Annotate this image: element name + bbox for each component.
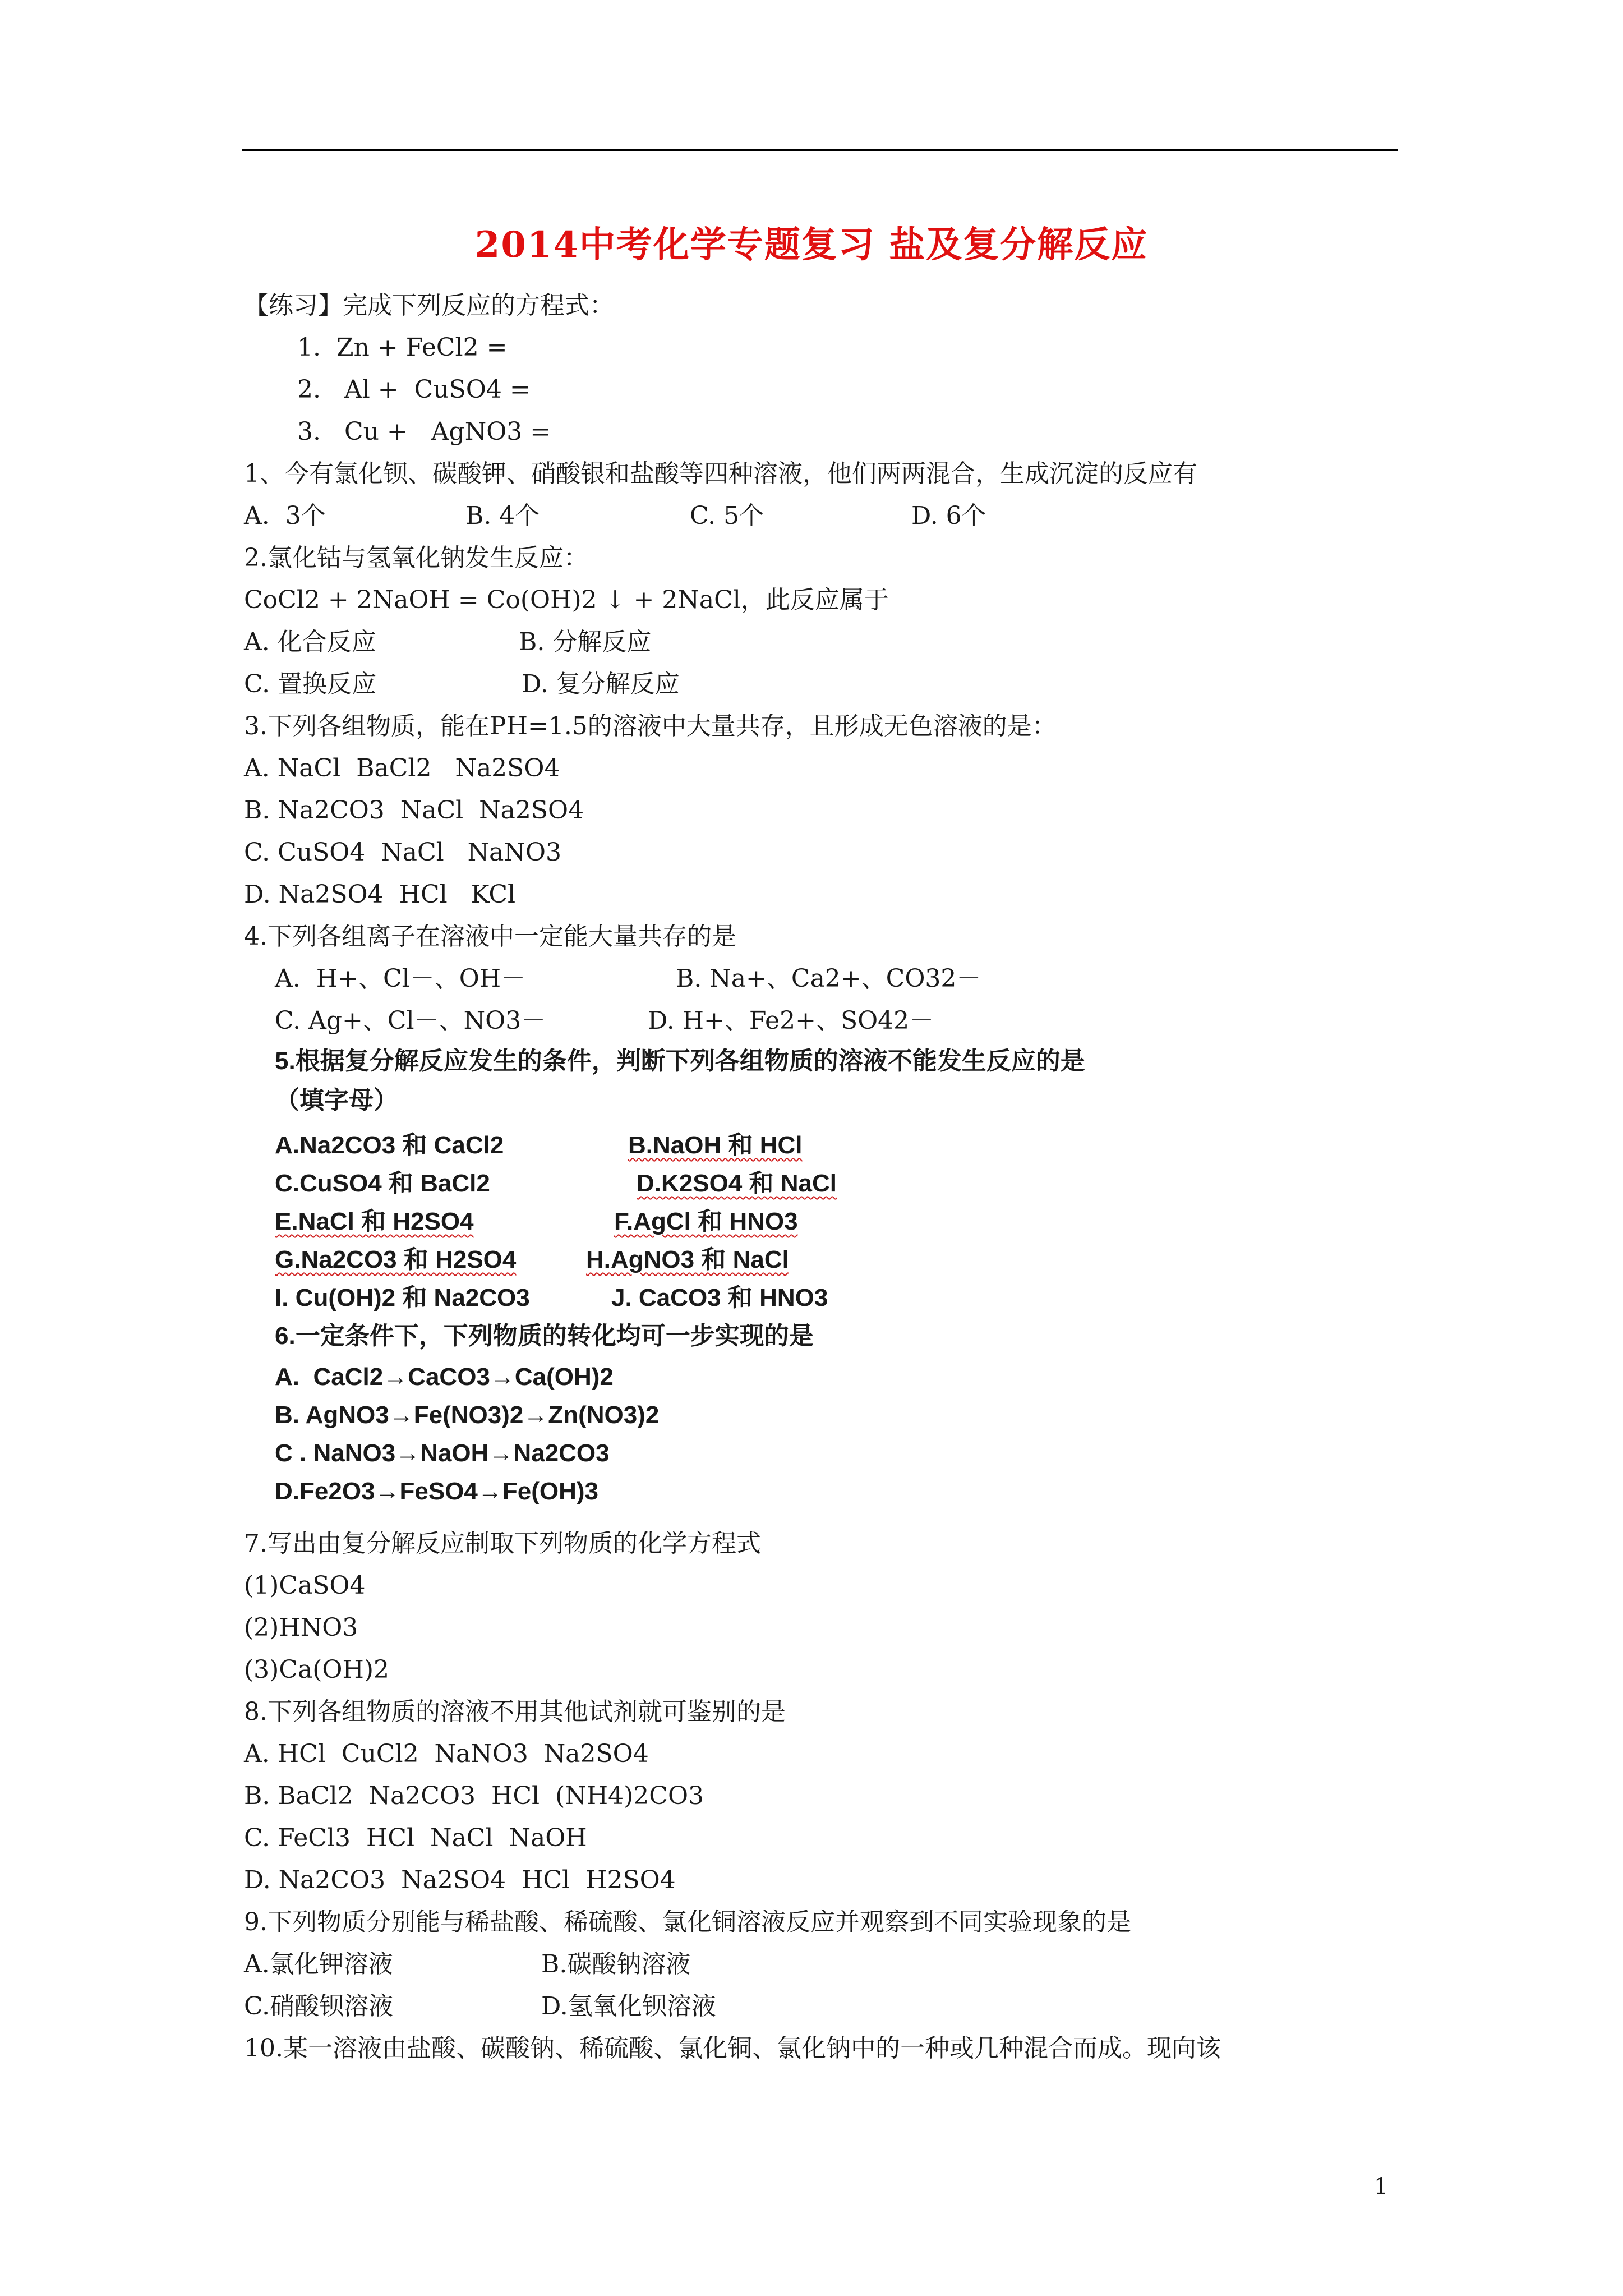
q1-option-b: B. 4个	[465, 501, 540, 530]
question-3-stem: 3.下列各组物质，能在PH=1.5的溶液中大量共存，且形成无色溶液的是：	[244, 712, 1057, 740]
q5-option-a: A.Na2CO3 和 CaCl2	[275, 1131, 504, 1159]
q4-option-c: C. Ag+、Cl－、NO3－	[275, 1006, 546, 1035]
q9-option-a: A.氯化钾溶液	[244, 1950, 393, 1978]
q5-option-i: I. Cu(OH)2 和 Na2CO3	[275, 1284, 530, 1312]
question-7-stem: 7.写出由复分解反应制取下列物质的化学方程式	[244, 1529, 761, 1558]
q7-item: (2)HNO3	[244, 1613, 358, 1642]
q5-option-j: J. CaCO3 和 HNO3	[611, 1284, 828, 1312]
q2-option-c: C. 置换反应	[244, 670, 377, 698]
question-9-stem: 9.下列物质分别能与稀盐酸、稀硫酸、氯化铜溶液反应并观察到不同实验现象的是	[244, 1908, 1131, 1936]
practice-item: 1. Zn + FeCl2 =	[297, 333, 508, 362]
question-4-stem: 4.下列各组离子在溶液中一定能大量共存的是	[244, 922, 736, 951]
q5-option-c: C.CuSO4 和 BaCl2	[275, 1170, 490, 1197]
q1-option-d: D. 6个	[911, 501, 986, 530]
q5-option-g: G.Na2CO3 和 H2SO4	[275, 1246, 517, 1273]
q3-option-a: A. NaCl BaCl2 Na2SO4	[244, 754, 560, 783]
q2-option-d: D. 复分解反应	[522, 670, 680, 698]
q8-option-a: A. HCl CuCl2 NaNO3 Na2SO4	[244, 1740, 649, 1768]
q1-option-a: A. 3个	[244, 501, 326, 530]
question-8-stem: 8.下列各组物质的溶液不用其他试剂就可鉴别的是	[244, 1697, 786, 1726]
question-6-stem: 6.一定条件下，下列物质的转化均可一步实现的是	[275, 1322, 814, 1350]
q8-option-d: D. Na2CO3 Na2SO4 HCl H2SO4	[244, 1866, 676, 1894]
q7-item: (1)CaSO4	[244, 1571, 366, 1600]
page-number: 1	[1374, 2174, 1389, 2200]
page-title: 2014中考化学专题复习 盐及复分解反应	[474, 224, 1149, 266]
q2-option-a: A. 化合反应	[244, 628, 376, 656]
question-2-equation: CoCl2 + 2NaOH = Co(OH)2 ↓ + 2NaCl，此反应属于	[244, 586, 889, 614]
q4-option-a: A. H+、Cl－、OH－	[275, 964, 526, 993]
practice-item: 2. Al + CuSO4 =	[297, 375, 531, 404]
q3-option-d: D. Na2SO4 HCl KCl	[244, 880, 516, 909]
q5-option-d: D.K2SO4 和 NaCl	[637, 1170, 837, 1197]
q9-option-b: B.碳酸钠溶液	[541, 1950, 691, 1978]
q1-option-c: C. 5个	[690, 501, 764, 530]
q6-option-d: D.Fe2O3→FeSO4→Fe(OH)3	[275, 1478, 599, 1505]
practice-item: 3. Cu + AgNO3 =	[297, 417, 551, 446]
question-5-stem-2: （填字母）	[275, 1087, 398, 1114]
q6-option-a: A. CaCl2→CaCO3→Ca(OH)2	[275, 1363, 614, 1391]
question-5-stem: 5.根据复分解反应发生的条件，判断下列各组物质的溶液不能发生反应的是	[275, 1047, 1085, 1075]
q7-item: (3)Ca(OH)2	[244, 1655, 389, 1684]
practice-heading: 【练习】完成下列反应的方程式：	[244, 291, 614, 320]
q9-option-c: C.硝酸钡溶液	[244, 1992, 394, 2021]
question-2-stem: 2.氯化钴与氢氧化钠发生反应：	[244, 544, 588, 572]
question-1-stem: 1、今有氯化钡、碳酸钾、硝酸银和盐酸等四种溶液，他们两两混合，生成沉淀的反应有	[244, 459, 1197, 488]
q8-option-b: B. BaCl2 Na2CO3 HCl (NH4)2CO3	[244, 1782, 704, 1810]
q2-option-b: B. 分解反应	[519, 628, 652, 656]
q8-option-c: C. FeCl3 HCl NaCl NaOH	[244, 1824, 587, 1852]
q5-option-f: F.AgCl 和 HNO3	[614, 1208, 798, 1235]
q6-option-b: B. AgNO3→Fe(NO3)2→Zn(NO3)2	[275, 1401, 660, 1429]
q5-option-b: B.NaOH 和 HCl	[628, 1131, 803, 1159]
q6-option-c: C . NaNO3→NaOH→Na2CO3	[275, 1439, 610, 1467]
q3-option-b: B. Na2CO3 NaCl Na2SO4	[244, 796, 584, 825]
q4-option-b: B. Na+、Ca2+、CO32－	[676, 964, 981, 993]
q5-option-e: E.NaCl 和 H2SO4	[275, 1208, 474, 1235]
q3-option-c: C. CuSO4 NaCl NaNO3	[244, 838, 561, 867]
q9-option-d: D.氢氧化钡溶液	[541, 1992, 716, 2021]
q5-option-h: H.AgNO3 和 NaCl	[586, 1246, 789, 1273]
q4-option-d: D. H+、Fe2+、SO42－	[648, 1006, 934, 1035]
header-rule	[242, 149, 1398, 151]
question-10-stem: 10.某一溶液由盐酸、碳酸钠、稀硫酸、氯化铜、氯化钠中的一种或几种混合而成。现向该	[244, 2034, 1221, 2063]
